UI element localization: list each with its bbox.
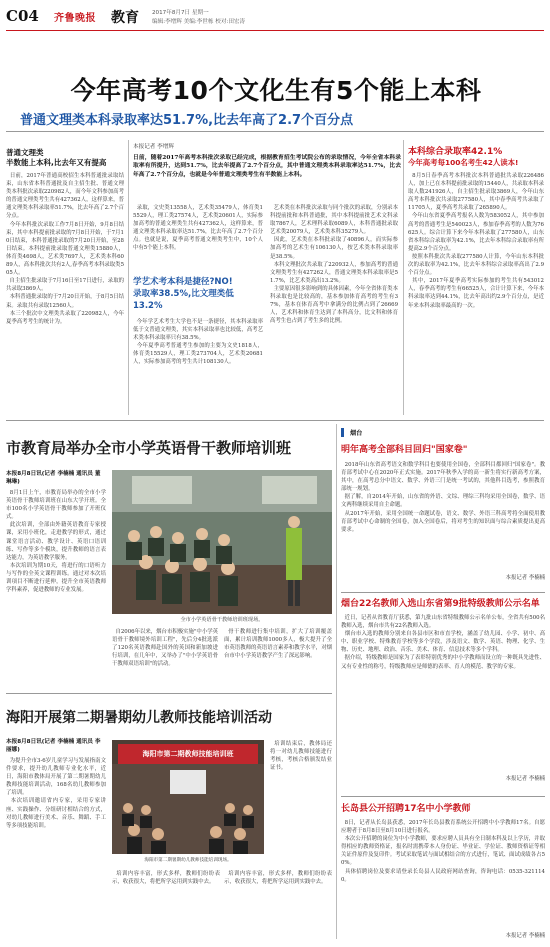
right-subtitle: 今年高考每100名考生42人读本! <box>408 158 519 167</box>
date-line: 2017年8月7日 星期一 <box>152 10 209 16</box>
editors-line: 编辑:李增辉 美编:李世栋 校对:田宏涛 <box>152 19 246 25</box>
kindergarten-headline: 海阳开展第二期暑期幼儿教师技能培训活动 <box>6 710 272 726</box>
top-story-center-lead <box>133 142 401 204</box>
top-story-col2 <box>133 204 263 430</box>
right-story1-title: 明年高考全部科目回归"国家卷" <box>341 445 468 455</box>
column-divider <box>403 140 404 415</box>
kindergarten-byline: 本报8月8日讯(记者 李楠楠 通讯员 李丽娜) <box>6 739 101 753</box>
right-story1-body: 2018年山东省高考语文和数学科目也要使用全国卷，全部科目都回归"国家卷"。教育部考试中心在2020年正式实施。2017年秋季入学的高一新生将实行新高考方案，其中，在高考总分中语文、数学、外语三门是统一考试的，其他科目选考，参照教育部统一规划。 据了解，自2014年开始，山东省的外语、文综、理综三科均采用全国卷，数学、语文两科继续采用自主命题。 从2017年开始，采用全国统一命题试卷，语文、数学、外语三科高考将全面使用教育部考试中心命制的全国卷，加入全国卷后，将对考生的知识面与综合素质提出更高要求。 <box>341 462 545 533</box>
section-rule <box>6 693 332 694</box>
kindergarten-col1 <box>6 738 106 947</box>
col2-body2: 今年学艺术考生大学也不是一条捷径，其本科录取率低于文普通文理类，其实本科录取率也比较低，高考艺术类本科录取率只有38.5%。 今年夏季高考普通考生参加的主要为文史1818人，体育类15529人，理工类273704人，艺术类20681人，实际参加高考的考生共计108130人。 <box>133 319 263 366</box>
col2-subhead: 学艺术考本科是捷径?NO! 录取率38.5%,比文理类低13.2% <box>133 277 234 311</box>
top-story-col1 <box>6 148 124 420</box>
kindergarten-col4 <box>224 870 332 934</box>
right-story2-body: 近日，记者从省教育厅获悉，第九批山东省特级教师公示名单公布，全省共有500名教师入选，烟台市共有22名教师入选。 烟台市入选的教师分别来自各县市区和市直学校，涵盖了幼儿园、小学、初中、高中、职业学校、特殊教育学校等多个学段，涉及语文、数学、英语、物理、化学、生物、历史、地理、政治、音乐、美术、体育、信息技术等多个学科。 据介绍，特级教师是国家为了表彰特别优秀的中小学教师而设立的一种既具先进性、又有专业性的称号，特级教师应是师德的表率、育人的模范、教学的专家。 <box>341 615 545 670</box>
training-body3: 骨干教师进行集中培训，扩大了培训覆盖面，累计培训教师1000多人，极大提升了全市英语教师的英语语言素养和教学水平，对烟台市中小学英语教学产生了深远影响。 <box>224 629 332 660</box>
kindergarten-photo-illustration <box>112 764 264 854</box>
section-title: 教育 <box>111 10 139 26</box>
right-story-2 <box>341 598 545 782</box>
kindergarten-photo-caption: 海阳市第二期暑期幼儿教师技能培训现场。 <box>144 858 232 863</box>
right-story3-title: 长岛县公开招聘17名中小学教师 <box>341 804 471 814</box>
kindergarten-body: 为提升全市3-6岁儿童学习与发展指南文件要求，提升幼儿教师专业化水平，近日，海阳市教体局开展了第二期暑期幼儿教师技能培训活动，168名幼儿教师参加了培训。 本次培训邀请省内专家，采用专家讲座、实践操作、分组研讨相结合的方式，对幼儿教师进行美术、音乐、舞蹈、手工等多项技能培训。 <box>6 758 106 829</box>
photo-banner: 海阳市第二期教师技能培训班 <box>118 744 258 764</box>
right-story3-sign: 本报记者 李楠楠 <box>505 933 545 939</box>
training-col1 <box>6 470 106 697</box>
training-headline: 市教育局举办全市小学英语骨干教师培训班 <box>6 439 292 457</box>
right-story2-title: 烟台22名教师入选山东省第9批特级教师公示名单 <box>341 599 540 609</box>
right-story3-body: 8日，记者从长岛县获悉，2017年长岛县教育系统公开招聘中小学教师17名。自愿应聘者于8月8日至8月10日进行报名。 本次公开招聘的岗位为中小学教师，要求应聘人员具有全日制本科及以上学历，并取得相应的教师资格证，报名时需携带本人身份证、毕业证、学位证、教师资格证等相关证件原件及复印件。考试采取笔试与面试相结合的方式进行，笔试、面试成绩各占50%。 具体招聘岗位及要求请登录长岛县人民政府网站查询，咨询电话：0535-3211140。 <box>341 820 545 883</box>
main-headline: 今年高考10个文化生有5个能上本科 <box>70 76 482 105</box>
main-subheadline: 普通文理类本科录取率达51.7%,比去年高了2.7个百分点 <box>20 113 354 128</box>
right-title: 本科综合录取率42.1% <box>408 147 503 157</box>
region-tag: 烟台 <box>341 428 362 437</box>
training-body2: 自2006年以来，烟台市积极实施"中小学英语骨干教师境外培训工程"，先后分4批选派了120名英语教师赴国外的英国和新加坡进行培训，在几年中，又举办了"中小学英语骨干教师双语培训"的活动。 <box>112 629 218 668</box>
section-rule <box>341 592 545 593</box>
newspaper-logo: 齐鲁晚报 <box>54 13 96 24</box>
training-col2 <box>112 628 218 680</box>
kindergarten-body2: 培训结束后，教体局还将一对幼儿教师技能进行考核，考核合格颁发结业证书。 <box>270 741 332 772</box>
col2-body: 录取，文史类13558人，艺术类35479人，体育类15529人，理工类27574人，艺术类20601人，实际参加高考的普通文理类生共有427362人，这样算来，普通文理类本科录取率达51.7%，比去年高了2.7个百分点。也就是说，夏季高考普通文理类考生中，10个人中有5个能上本科。 <box>133 205 263 252</box>
training-photo-caption: 全市小学英语骨干教师培训班现场。 <box>180 617 264 623</box>
headline-rule <box>6 131 544 132</box>
right-story-3 <box>341 803 545 939</box>
right-story-1 <box>341 444 545 581</box>
top-story-right <box>408 146 544 408</box>
col3-body: 艺术类在本科批次录取与同个批次的录取，分别录本科提前批和本科普通批，其中本科提前批艺术文科录取7867人，艺术理科录取6089人，本科普通批录取艺术类20079人，艺术类本科35279人。 因此，艺术类在本科批录取了40896人，而实际参加高考的艺术生有106130人，按艺术类本科录取率是38.5%。 本科文理批次共录取了220932人，参加高考的普通文理类考生有427262人，普通文理类本科录取率是51.7%，比艺术类高出13.2%。 主要原因很多影响到的具体因素，今年全省体育类本科录取也是比较高的，基本参加体育高考的考生有37%，基本在体育高考中拿满分的比例占到了26669人，艺术科和体育生达到了本科高分，比文科和体育高考生也占到了考生多的比例。 <box>270 205 398 325</box>
header-rule <box>6 30 544 31</box>
right-body: 8月5日春季高考本科批次本科普通批共录取226486人，加上已在本科提前批录取的15440人，共录取本科录取人数241926人，自主招生批录取3869人，今年山东高考本科批次共录取277580人，其中春季高考共录取了11705人，夏季高考共录取了265890人。 今年山东省夏季高考报名人数为583052人，其中参加高考的普通考生是540023人，参加春季高考的人数为76625人。综合计算下来今年本科录取了277580人，山东省本科综合录取率为42.1%，比去年本科综合录取率有所提高2.9个百分点。 按照本科批次共录取277580人计算，今年山东本科批次的录取率为42.1%，比去年本科综合录取率高出了2.9个百分点。 其中，2017年夏季高考实际参加的考生共有543012人，春季高考的考生有66525人，合计计算下来，今年本科录取率达到44.1%，比去年高出约2.9个百分点，是近年来本科录取率最高的一次。 <box>408 173 544 309</box>
kindergarten-body4: 培训内容丰富，形式多样，教师们纷纷表示，收获很大，将把所学运用到实践中去。 <box>224 871 332 886</box>
col1-subtitle: 半数能上本科,比去年又有提高 <box>6 158 107 167</box>
kindergarten-col2 <box>270 740 332 860</box>
training-photo <box>112 470 332 614</box>
kindergarten-body3: 培训内容丰富，形式多样，教师们纷纷表示，收获很大，将把所学运用到实践中去。 <box>112 871 220 886</box>
col1-title: 普通文理类 <box>6 148 44 157</box>
section-rule <box>341 796 545 797</box>
col1-body: 日前，2017年普通高校招生本科普通批录取结束，山东省本科普通批及自主招生批、普通文理类本科批次录取220982人，而今年文科参加高考的普通文理类考生共有427362人，这样算来，普通文理类本科录取率51.7%，比去年高了2.7个百分点。 今年本科批次录取工作7月8日开始，9月8日结束，其中本科提前批录取的7月8日开始，于7月10日结束，本科普通批录取的7月20日开始，至28日结束。本科提前批录取普通文理类15880人，体育类4698人，艺术类7697人，艺术类本科6089人，高本科批次共有2人,春季高考本科录取类505人。 自主招生批录取于7月16日至17日进行，录取的共录取3869人。 本科普通批录取的于7月20日开始，于8月5日结束。录取共有录取12560人。 本三个批次中文理类共录取了220982人，今年夏季高考考生的统计为。 <box>6 173 124 325</box>
page-number: C04 <box>6 7 39 25</box>
training-col3 <box>224 628 332 680</box>
section-rule <box>6 420 544 421</box>
column-divider <box>336 424 337 939</box>
kindergarten-col3 <box>112 870 220 934</box>
training-byline: 本报8月8日讯(记者 李楠楠 通讯员 董琳琳) <box>6 471 101 485</box>
training-body: 8月1日上午，市教育局举办的全市小学英语骨干教师培训班在山东大学开班。全市100名小学英语骨干教师参加了开班仪式。 此次培训，全部由外籍英语教育专家授课，采用小班化，走进教学的形式，通过课堂语言活动、教学设计、英语口语训练、写作等多个模块，提升教师的语言表达能力，为英语教学服务。 本次培训为期10天，将进行的口语听力与写作的全英文课程训练。通过对本次培训项目不断进行延伸，提升全市英语教师学科素养，促进教师的专业发展。 <box>6 490 106 594</box>
right-story2-sign: 本报记者 李楠楠 <box>505 776 545 782</box>
top-story-col3 <box>270 204 398 410</box>
reporter-line: 本报记者 李增辉 <box>133 144 174 150</box>
kindergarten-photo <box>112 740 264 854</box>
classroom-photo-illustration <box>112 470 332 614</box>
center-lead-text: 日前，随着2017年高考本科批次录取已经完成，根据教育招生考试院公布的录取情况，今年全省本科录取率有所提升，达到51.7%，比去年提高了2.7个百分点，其中普通文理类本科录取率达51.7%，比去年高了2.7个百分点，也就是今年普通文理类考生有半数能上本科。 <box>133 155 401 178</box>
column-divider <box>128 140 129 415</box>
right-story1-sign: 本报记者 李楠楠 <box>505 575 545 581</box>
